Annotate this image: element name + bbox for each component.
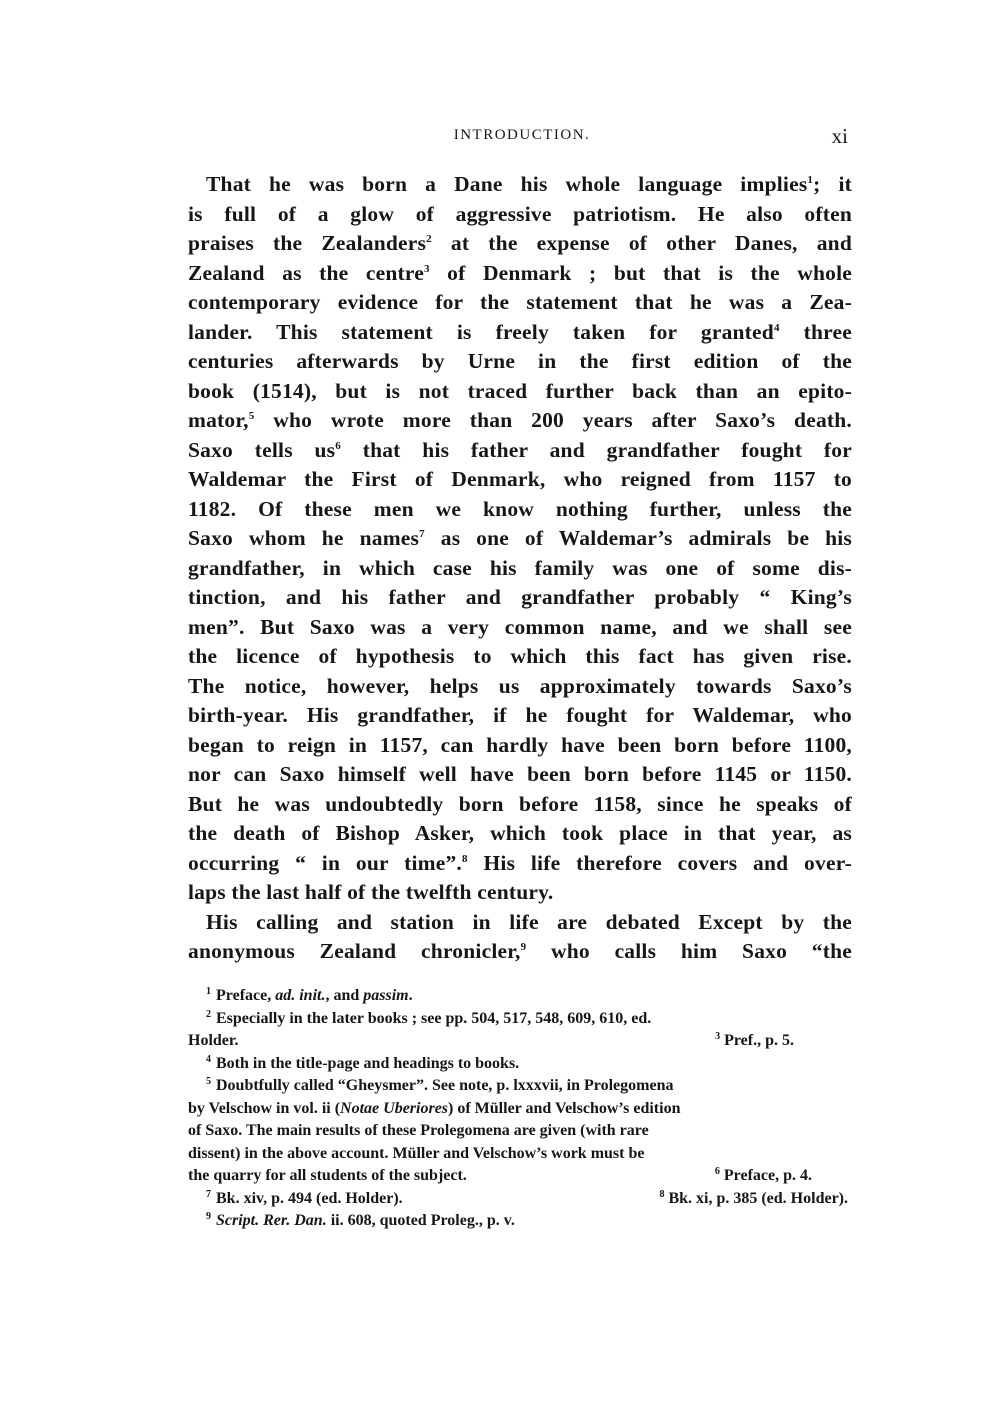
text-line: Saxo whom he names$^7$ as one of Waldemar’s admirals be his [188,526,852,550]
main-text [188,170,852,967]
text-line: Zealand as the centre$^3$ of Denmark ; but that is the whole [188,260,852,285]
text-line: His calling and station in life are debated Except by the [206,909,852,934]
text-line: That he was born a Dane his whole language implies$^1$; it [206,172,852,196]
text-line: the death of Bishop Asker, which took place in that year, as [188,821,852,845]
page-number: xi [831,124,848,148]
footnote-ref: 8 [462,852,468,865]
text-line: is full of a glow of aggressive patriotism. He also often [188,201,852,226]
footnote-9: $^9$ Script. Rer. Dan. ii. 608, quoted Proleg., p. v. [206,1211,515,1229]
footnote-8: $^8$ Bk. xi, p. 385 (ed. Holder). [659,1188,848,1207]
footnote-ref: 7 [419,528,425,540]
text-line: The notice, however, helps us approximately towards Saxo’s [188,673,852,698]
text-line: centuries afterwards by Urne in the first edition of the [188,349,852,373]
footnote-ref: 5 [248,410,255,422]
text-line: book (1514), but is not traced further back than an epito- [188,378,852,403]
footnote-ref: 9 [520,941,527,953]
footnote-ref: 2 [426,233,432,245]
footnote-5-cont: the quarry for all students of the subject. $^6$ Preface, p. 4. [188,1165,852,1188]
text-line: mator,$^5$ who wrote more than 200 years after Saxo’s death. [188,408,852,432]
text-line: praises the Zealanders$^2$ at the expense of other Danes, and [188,231,852,255]
footnote-2: $^2$ Especially in the later books ; see pp. 504, 517, 548, 609, 610, ed. [206,1008,652,1027]
footnote-1: $^1$ Preface, ad. init., and passim. [206,986,413,1004]
text-line: tinction, and his father and grandfather probably “ King’s [188,585,852,609]
footnote-5-cont: dissent) in the above account. Müller and Velschow’s work must be [188,1144,645,1162]
text-line: lander. This statement is freely taken for granted$^4$ three [188,319,852,344]
text-line: the licence of hypothesis to which this fact has given rise. [188,644,852,668]
footnotes [188,985,852,1233]
text-line: But he was undoubtedly born before 1158, since he speaks of [188,791,852,816]
footnote-5: $^5$ Doubtfully called “Gheysmer”. See note, p. lxxxvii, in Prolegomena [206,1076,674,1094]
text-line: contemporary evidence for the statement that he was a Zea- [188,290,852,314]
text-line: Saxo tells us$^6$ that his father and grandfather fought for [188,437,852,462]
running-head-title: INTRODUCTION. [453,127,591,143]
text-line: birth-year. His grandfather, if he fought for Waldemar, who [188,703,852,727]
text-line: men”. But Saxo was a very common name, and we shall see [188,614,852,639]
footnote-ref: 3 [423,262,430,275]
footnote-ref: 4 [773,321,780,334]
text-line: Waldemar the First of Denmark, who reigned from 1157 to [188,467,852,491]
text-line: anonymous Zealand chronicler,$^9$ who calls him Saxo “the [188,939,852,963]
footnote-4: $^4$ Both in the title-page and headings to books. [206,1053,520,1072]
footnote-5-cont: by Velschow in vol. ii (Notae Uberiores) of Müller and Velschow’s edition [188,1099,681,1117]
footnote-3: $^3$ Pref., p. 5. [715,1031,794,1049]
running-head [188,124,856,151]
text-line: began to reign in 1157, can hardly have been born before 1100, [188,732,852,757]
footnote-ref: 6 [335,439,341,452]
text-line: laps the last half of the twelfth century. [188,880,554,904]
footnote-2-cont: Holder. $^3$ Pref., p. 5. [188,1030,852,1053]
text-line: occurring “ in our time”.$^8$ His life therefore covers and over- [188,850,853,875]
footnote-ref: 1 [807,174,814,186]
footnote-5-cont: of Saxo. The main results of these Prolegomena are given (with rare [188,1122,649,1139]
footnote-6: $^6$ Preface, p. 4. [714,1166,812,1184]
text-line: grandfather, in which case his family was one of some dis- [188,555,852,580]
footnote-7: $^7$ Bk. xiv, p. 494 (ed. Holder). $^8$ Bk. xi, p. 385 (ed. Holder). [188,1188,852,1211]
text-line: nor can Saxo himself well have been born before 1145 or 1150. [188,762,852,786]
text-line: 1182. Of these men we know nothing further, unless the [188,496,852,521]
